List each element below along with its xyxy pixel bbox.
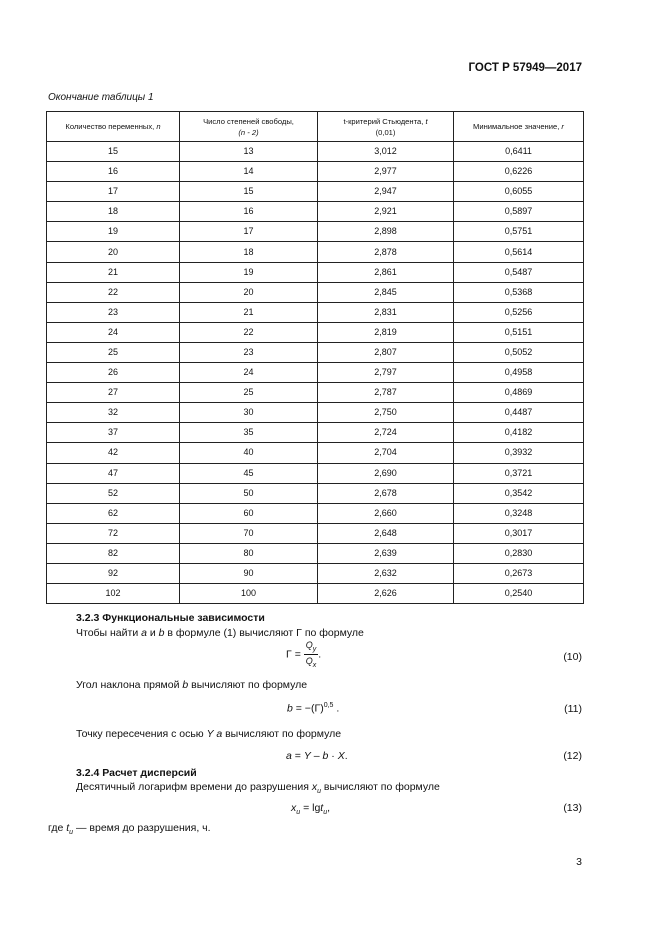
table-row (47, 483, 584, 503)
table-cell: 0,3721 (454, 463, 584, 483)
table-row (47, 443, 584, 463)
equation-12-number: (12) (563, 750, 582, 762)
table-row (47, 584, 584, 604)
table-cell: 0,5751 (454, 222, 584, 242)
table-cell: 60 (180, 503, 318, 523)
equation-13: $x_u = \lg t_u$, (291, 802, 331, 817)
table-cell: 21 (47, 262, 180, 282)
table-header-row (47, 112, 584, 142)
table-cell: 0,3932 (454, 443, 584, 463)
header-student-t: t-критерий Стьюдента, t (0,01) (318, 112, 454, 142)
table-row (47, 282, 584, 302)
table-row (47, 423, 584, 443)
table-cell: 2,750 (318, 403, 454, 423)
table-cell: 23 (180, 342, 318, 362)
table-cell: 0,5151 (454, 322, 584, 342)
table-cell: 62 (47, 503, 180, 523)
table-cell: 2,648 (318, 523, 454, 543)
header-degrees-freedom: Число степеней свободы, (n - 2) (180, 112, 318, 142)
table-cell: 2,921 (318, 202, 454, 222)
table-cell: 3,012 (318, 142, 454, 162)
table-row (47, 523, 584, 543)
table-cell: 2,819 (318, 322, 454, 342)
table-cell: 0,4958 (454, 363, 584, 383)
table-cell: 0,5368 (454, 282, 584, 302)
table-cell: 0,2830 (454, 543, 584, 563)
equation-10: Γ = $\frac{Q_y}{Q_x}$ . (286, 640, 322, 669)
table-cell: 2,660 (318, 503, 454, 523)
section-3-2-3-text-1: Чтобы найти a и b в формуле (1) вычисляют Γ по формуле (76, 627, 364, 639)
table-cell: 27 (47, 383, 180, 403)
table-cell: 14 (180, 162, 318, 182)
table-row (47, 242, 584, 262)
table-row (47, 403, 584, 423)
table-row (47, 503, 584, 523)
table-cell: 2,797 (318, 363, 454, 383)
table-row (47, 202, 584, 222)
table-cell: 26 (47, 363, 180, 383)
table-cell: 15 (180, 182, 318, 202)
table-cell: 13 (180, 142, 318, 162)
table-cell: 0,3017 (454, 523, 584, 543)
table-cell: 0,6411 (454, 142, 584, 162)
table-cell: 22 (47, 282, 180, 302)
table-cell: 20 (180, 282, 318, 302)
table-cell: 19 (47, 222, 180, 242)
table-cell: 18 (180, 242, 318, 262)
table-row (47, 383, 584, 403)
table-cell: 2,878 (318, 242, 454, 262)
table-cell: 0,5256 (454, 302, 584, 322)
table-cell: 15 (47, 142, 180, 162)
equation-13-number: (13) (563, 802, 582, 814)
table-cell: 2,678 (318, 483, 454, 503)
table-cell: 0,2673 (454, 563, 584, 583)
table-row (47, 463, 584, 483)
table-cell: 52 (47, 483, 180, 503)
table-cell: 16 (180, 202, 318, 222)
table-cell: 32 (47, 403, 180, 423)
table-row (47, 543, 584, 563)
table-row (47, 142, 584, 162)
table-cell: 0,5052 (454, 342, 584, 362)
table-cell: 0,3542 (454, 483, 584, 503)
table-row (47, 162, 584, 182)
page-number: 3 (576, 856, 582, 868)
header-variables-count: Количество переменных, n (47, 112, 180, 142)
table-cell: 0,5614 (454, 242, 584, 262)
table-cell: 35 (180, 423, 318, 443)
equation-11: $b = -(\Gamma)^{0,5}$ . (287, 702, 340, 715)
table-cell: 2,947 (318, 182, 454, 202)
table-cell: 17 (180, 222, 318, 242)
table-cell: 17 (47, 182, 180, 202)
equation-11-number: (11) (564, 703, 582, 715)
section-3-2-4-heading: 3.2.4 Расчет дисперсий (76, 767, 197, 779)
table-cell: 92 (47, 563, 180, 583)
table-cell: 20 (47, 242, 180, 262)
table-cell: 80 (180, 543, 318, 563)
table-row (47, 322, 584, 342)
table-cell: 24 (180, 363, 318, 383)
table-cell: 22 (180, 322, 318, 342)
table-cell: 2,787 (318, 383, 454, 403)
table-cell: 25 (47, 342, 180, 362)
table-cell: 2,639 (318, 543, 454, 563)
table-cell: 30 (180, 403, 318, 423)
table-row (47, 182, 584, 202)
table-row (47, 563, 584, 583)
table-cell: 100 (180, 584, 318, 604)
table-cell: 2,831 (318, 302, 454, 322)
table-cell: 0,6226 (454, 162, 584, 182)
table-cell: 2,898 (318, 222, 454, 242)
equation-10-number: (10) (563, 651, 582, 663)
table-cell: 90 (180, 563, 318, 583)
section-3-2-3-text-3: Точку пересечения с осью Y a вычисляют по формуле (76, 728, 342, 740)
section-3-2-4-text-2: где $t_u$ — время до разрушения, ч. (48, 822, 211, 837)
table-cell: 0,6055 (454, 182, 584, 202)
table-cell: 40 (180, 443, 318, 463)
table-cell: 50 (180, 483, 318, 503)
table-cell: 82 (47, 543, 180, 563)
table-cell: 2,845 (318, 282, 454, 302)
table-cell: 2,977 (318, 162, 454, 182)
table-caption: Окончание таблицы 1 (48, 92, 154, 103)
table-cell: 2,807 (318, 342, 454, 362)
data-table (46, 111, 584, 604)
table-cell: 0,4182 (454, 423, 584, 443)
equation-12: a = Y – b · X. (286, 750, 348, 762)
table-row (47, 363, 584, 383)
table-cell: 47 (47, 463, 180, 483)
section-3-2-3-text-2: Угол наклона прямой b вычисляют по формуле (76, 679, 308, 691)
table-cell: 0,5487 (454, 262, 584, 282)
table-row (47, 342, 584, 362)
section-3-2-3-heading: 3.2.3 Функциональные зависимости (76, 612, 265, 624)
table-cell: 16 (47, 162, 180, 182)
standard-designation: ГОСТ Р 57949—2017 (468, 62, 582, 74)
table-cell: 2,690 (318, 463, 454, 483)
table-cell: 19 (180, 262, 318, 282)
table-cell: 18 (47, 202, 180, 222)
table-cell: 0,5897 (454, 202, 584, 222)
table-cell: 0,3248 (454, 503, 584, 523)
table-row (47, 222, 584, 242)
table-cell: 72 (47, 523, 180, 543)
table-cell: 2,626 (318, 584, 454, 604)
table-cell: 2,861 (318, 262, 454, 282)
table-cell: 2,704 (318, 443, 454, 463)
header-min-value: Минимальное значение, r (454, 112, 584, 142)
table-cell: 45 (180, 463, 318, 483)
table-cell: 42 (47, 443, 180, 463)
table-cell: 2,632 (318, 563, 454, 583)
section-3-2-4-text-1: Десятичный логарифм времени до разрушения $x_u$ вычисляют по формуле (76, 781, 440, 796)
table-cell: 0,4487 (454, 403, 584, 423)
table-cell: 25 (180, 383, 318, 403)
table-row (47, 302, 584, 322)
table-cell: 2,724 (318, 423, 454, 443)
table-cell: 23 (47, 302, 180, 322)
table-row (47, 262, 584, 282)
table-cell: 70 (180, 523, 318, 543)
table-cell: 0,2540 (454, 584, 584, 604)
table-cell: 21 (180, 302, 318, 322)
table-cell: 24 (47, 322, 180, 342)
table-cell: 102 (47, 584, 180, 604)
table-cell: 37 (47, 423, 180, 443)
table-cell: 0,4869 (454, 383, 584, 403)
